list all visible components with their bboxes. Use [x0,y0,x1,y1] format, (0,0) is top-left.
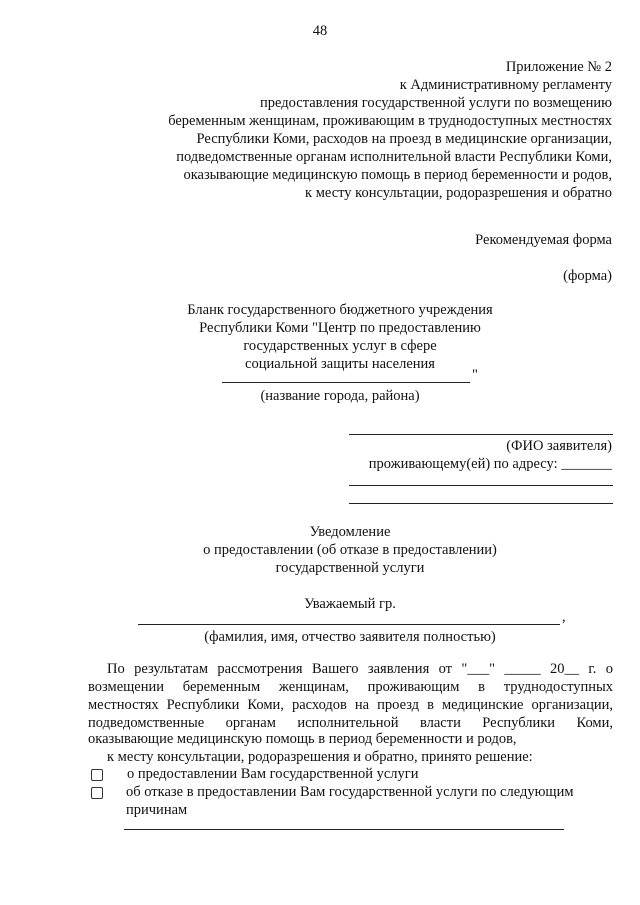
notice-title-line: Уведомление [309,524,391,540]
address-label: проживающему(ей) по адресу: _______ [368,456,612,472]
form-label: (форма) [563,268,612,284]
address-underline [349,503,613,504]
refused-label: об отказе в предоставлении Вам государственной услуги по следующим [126,784,574,800]
granted-checkbox[interactable] [91,769,103,781]
appendix-line: оказывающие медицинскую помощь в период беременности и родов, [183,167,612,183]
appendix-line: Республики Коми, расходов на проезд в медицинские организации, [196,131,612,147]
reasons-underline[interactable] [124,829,564,830]
notice-title-line: государственной услуги [275,560,425,576]
city-caption: (название города, района) [260,388,420,404]
name-underline [138,624,560,625]
institution-line: Республики Коми "Центр по предоставлению [199,320,481,336]
granted-label: о предоставлении Вам государственной услуги [127,766,419,782]
refused-label-cont: причинам [126,802,188,818]
body-line: местностях Республики Коми, расходов на проезд в медицинские организации, [88,697,613,713]
body-line: к месту консультации, родоразрешения и обратно, принято решение: [107,749,533,765]
body-line: оказывающие медицинскую помощь в период беременности и родов, [88,731,517,747]
closing-quote: " [472,367,478,383]
appendix-line: к Административному регламенту [399,77,612,93]
appendix-line: подведомственные органам исполнительной власти Республики Коми, [176,149,612,165]
body-line: возмещении беременным женщинам, проживающим в труднодоступных [88,679,613,695]
page-number: 48 [312,23,328,39]
notice-title-line: о предоставлении (об отказе в предоставлении) [203,542,497,558]
name-comma: , [562,609,566,625]
name-caption: (фамилия, имя, отчество заявителя полностью) [204,629,496,645]
refused-checkbox[interactable] [91,787,103,799]
institution-line: государственных услуг в сфере [243,338,437,354]
appendix-line: беременным женщинам, проживающим в труднодоступных местностях [168,113,612,129]
institution-line: Бланк государственного бюджетного учреждения [187,302,493,318]
institution-line: социальной защиты населения [245,356,435,372]
appendix-line: предоставления государственной услуги по возмещению [260,95,612,111]
body-line: По результатам рассмотрения Вашего заявления от "___" _____ 20__ г. о [107,661,613,677]
appendix-line: Приложение № 2 [505,59,612,75]
body-line: подведомственные органам исполнительной власти Республики Коми, [88,715,613,731]
fio-caption: (ФИО заявителя) [506,438,612,454]
city-underline [222,382,470,383]
fio-underline [349,434,613,435]
address-underline [349,485,613,486]
recommended-form-label: Рекомендуемая форма [475,232,612,248]
appendix-line: к месту консультации, родоразрешения и обратно [305,185,612,201]
salutation: Уважаемый гр. [304,596,396,612]
